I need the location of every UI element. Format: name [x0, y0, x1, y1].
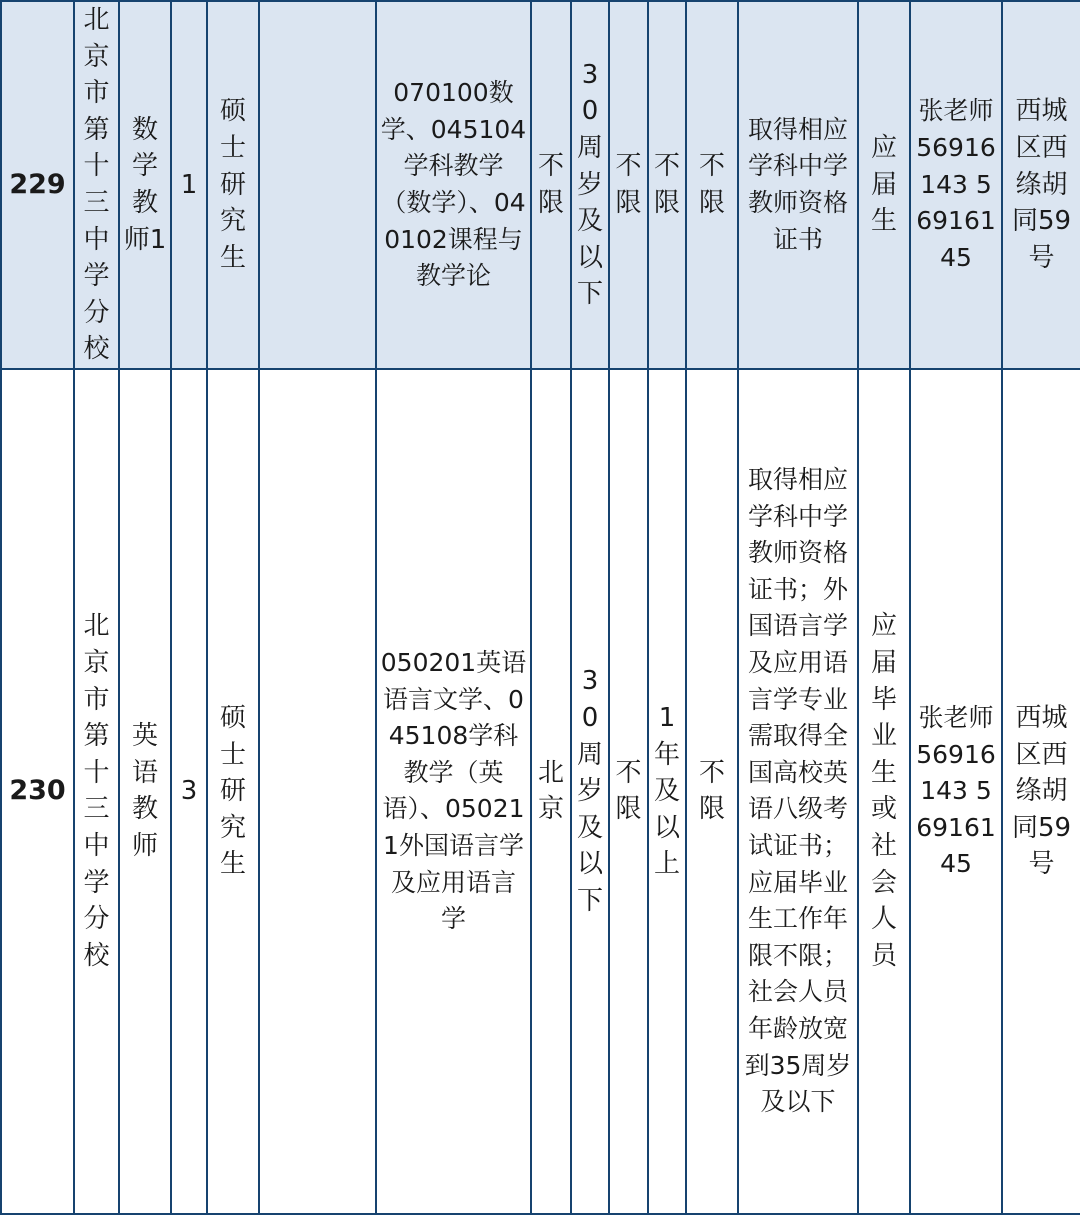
other-cell: 不限 [686, 1, 738, 369]
target-cell: 应届生 [858, 1, 910, 369]
address-cell: 西城区西绦胡同59号 [1002, 1, 1080, 369]
target-cell: 应届毕业生或社会人员 [858, 369, 910, 1214]
contact-cell: 张老师56916143 56916145 [910, 1, 1002, 369]
row-number: 229 [1, 1, 74, 369]
table-row [1, 1, 1080, 369]
address-cell: 西城区西绦胡同59号 [1002, 369, 1080, 1214]
hukou-cell: 不限 [531, 1, 571, 369]
experience-cell: 1年及以上 [648, 369, 686, 1214]
education-cell: 硕士研究生 [207, 1, 259, 369]
conditions-cell: 取得相应学科中学教师资格证书 [738, 1, 858, 369]
employer-cell: 北京市第十三中学分校 [74, 1, 119, 369]
employer-cell: 北京市第十三中学分校 [74, 369, 119, 1214]
degree-cell [259, 369, 376, 1214]
degree-cell [259, 1, 376, 369]
age-cell: 30周岁及以下 [571, 369, 609, 1214]
table-row [1, 369, 1080, 1214]
politics-cell: 不限 [609, 369, 648, 1214]
hukou-cell: 北京 [531, 369, 571, 1214]
position-cell: 数学教师1 [119, 1, 171, 369]
age-cell: 30周岁及以下 [571, 1, 609, 369]
politics-cell: 不限 [609, 1, 648, 369]
education-cell: 硕士研究生 [207, 369, 259, 1214]
headcount-cell: 1 [171, 1, 207, 369]
other-cell: 不限 [686, 369, 738, 1214]
major-cell: 070100数学、045104学科教学（数学）、040102课程与教学论 [376, 1, 531, 369]
position-cell: 英语教师 [119, 369, 171, 1214]
conditions-cell: 取得相应学科中学教师资格证书；外国语言学及应用语言学专业需取得全国高校英语八级考试证书；应届毕业生工作年限不限；社会人员年龄放宽到35周岁及以下 [738, 369, 858, 1214]
experience-cell: 不限 [648, 1, 686, 369]
major-cell: 050201英语语言文学、045108学科教学（英语）、050211外国语言学及应用语言学 [376, 369, 531, 1214]
row-number: 230 [1, 369, 74, 1214]
contact-cell: 张老师56916143 56916145 [910, 369, 1002, 1214]
headcount-cell: 3 [171, 369, 207, 1214]
